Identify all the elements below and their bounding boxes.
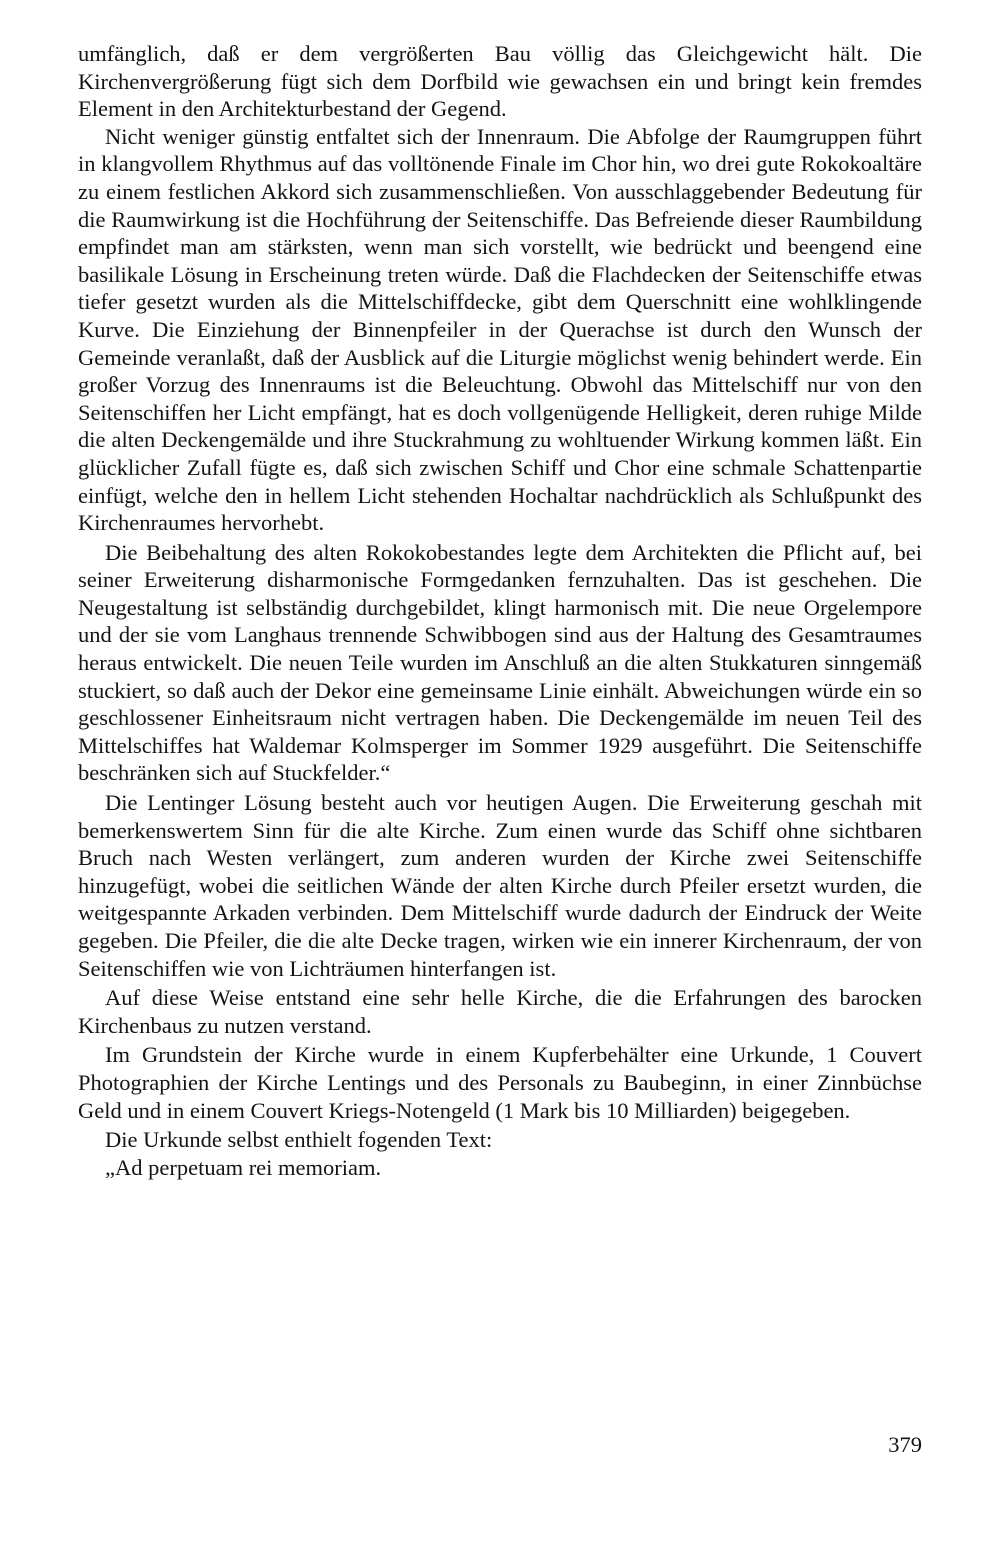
paragraph-urkunde-text: „Ad perpetuam rei memoriam. xyxy=(105,1154,382,1180)
paragraph-urkunde-intro: Die Urkunde selbst enthielt fogenden Text: xyxy=(105,1127,493,1153)
page-body xyxy=(78,40,922,1181)
paragraph-helle-kirche: Auf diese Weise entstand eine sehr helle Kirche, die die Erfahrungen des barocken Kirchenbaus zu nutzen verstand. xyxy=(78,985,922,1038)
page-number: 379 xyxy=(888,1432,922,1457)
paragraph-innenraum: Nicht weniger günstig entfaltet sich der Innenraum. Die Abfolge der Raumgruppen führt in klangvollem Rhythmus auf das volltönende Finale im Chor hin, wo drei gute Rokokoaltäre zu einem festlichen Akkord sich zusammenschließen. Von ausschlaggebender Bedeutung für die Raumwirkung ist die Hochführung der Seitenschiffe. Das Befreiende dieser Raumbildung empfindet man am stärksten, wenn man sich vorstellt, wie bedrückt und beengend eine basilikale Lösung in Erscheinung treten würde. Daß die Flachdecken der Seitenschiffe etwas tiefer gesetzt wurden als die Mittelschiffdecke, gibt dem Querschnitt eine wohlklingende Kurve. Die Einziehung der Binnenpfeiler in der Querachse ist durch den Wunsch der Gemeinde veranlaßt, daß der Ausblick auf die Liturgie möglichst wenig behindert werde. Ein großer Vorzug des Innenraums ist die Beleuchtung. Obwohl das Mittelschiff nur von den Seitenschiffen her Licht empfängt, hat es doch vollgenügende Helligkeit, deren ruhige Milde die alten Deckengemälde und ihre Stuckrahmung zu wohltuender Wirkung kommen läßt. Ein glücklicher Zufall fügte es, daß sich zwischen Schiff und Chor eine schmale Schattenpartie einfügt, welche den in hellem Licht stehenden Hochaltar nachdrücklich als Schlußpunkt des Kirchenraumes hervorhebt. xyxy=(78,123,922,536)
paragraph-lentinger-loesung: Die Lentinger Lösung besteht auch vor heutigen Augen. Die Erweiterung geschah mit bemerkenswertem Sinn für die alte Kirche. Zum einen wurde das Schiff ohne sichtbaren Bruch nach Westen verlängert, zum anderen wurden der Kirche zwei Seitenschiffe hinzugefügt, wobei die seitlichen Wände der alten Kirche durch Pfeiler ersetzt wurden, die weitgespannte Arkaden verbinden. Dem Mittelschiff wurde dadurch der Eindruck der Weite gegeben. Die Pfeiler, die die alte Decke tragen, wirken wie ein innerer Kirchenraum, der von Seitenschiffen wie von Lichträumen hinterfangen ist. xyxy=(78,790,922,981)
paragraph-continuation: umfänglich, daß er dem vergrößerten Bau völlig das Gleichgewicht hält. Die Kirchenvergrößerung fügt sich dem Dorfbild wie gewachsen ein und bringt kein fremdes Element in den Architekturbestand der Gegend. xyxy=(78,41,922,122)
paragraph-beibehaltung: Die Beibehaltung des alten Rokokobestandes legte dem Architekten die Pflicht auf, bei seiner Erweiterung disharmonische Formgedanken fernzuhalten. Das ist geschehen. Die Neugestaltung ist selbständig durchgebildet, klingt harmonisch mit. Die neue Orgelempore und der sie vom Langhaus trennende Schwibbogen sind aus der Haltung des Gesamtraumes heraus entwickelt. Die neuen Teile wurden im Anschluß an die alten Stukkaturen sinngemäß stuckiert, so daß auch der Dekor eine gemeinsame Linie einhält. Abweichungen würde ein so geschlossener Einheitsraum nicht vertragen haben. Die Deckengemälde im neuen Teil des Mittelschiffes hat Waldemar Kolmsperger im Sommer 1929 ausgeführt. Die Seitenschiffe beschränken sich auf Stuckfelder.“ xyxy=(78,539,922,786)
paragraph-grundstein: Im Grundstein der Kirche wurde in einem Kupferbehälter eine Urkunde, 1 Couvert Photographien der Kirche Lentings und des Personals zu Baubeginn, in einer Zinnbüchse Geld und in einem Couvert Kriegs-Notengeld (1 Mark bis 10 Milliarden) beigegeben. xyxy=(78,1042,922,1123)
